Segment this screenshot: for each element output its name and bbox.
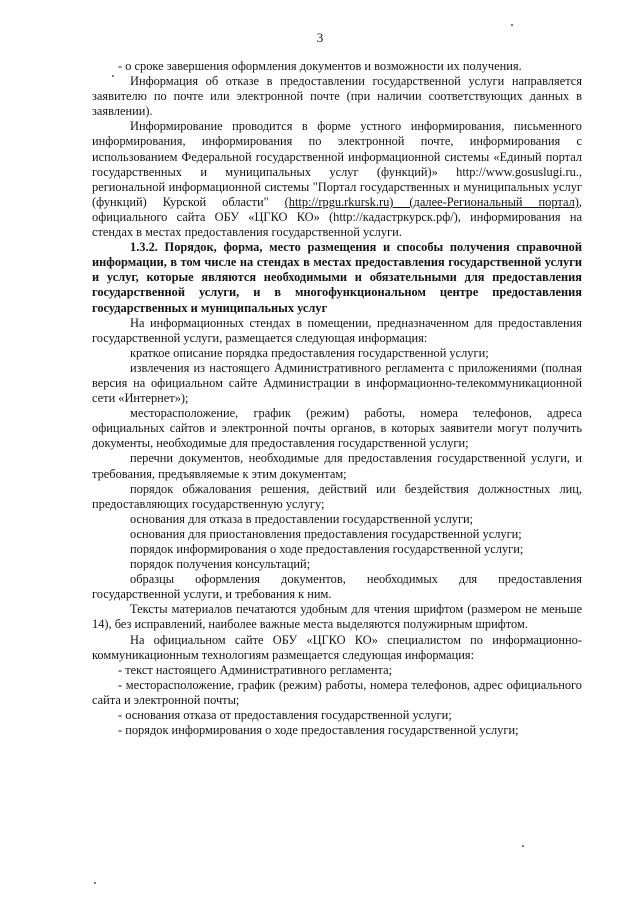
paragraph-informing-forms: Информирование проводится в форме устного информирования, письменного информирования, информирования по электронной почте, информирования с использованием Федеральной государственной информационной системы «Единый портал государственных и муниципальных услуг (функций)» http://www.gosuslugi.ru., региональной информационной системы "Портал государственных и муниципальных услуг (функций) Курской области" (http://rpgu.rkursk.ru) (далее-Региональный портал), официального сайта ОБУ «ЦГКО КО» (http://кадастркурск.рф/), информирования на стендах в местах предоставления государственной услуги.: [92, 119, 582, 240]
list-item-location-contacts: - месторасположение, график (режим) работы, номера телефонов, адрес официального сайта и электронной почты;: [92, 677, 582, 707]
scan-speck: [94, 882, 96, 884]
paragraph-refusal-info: Информация об отказе в предоставлении государственной услуги направляется заявителю по почте или электронной почте (при наличии соответствующих данных в заявлении).: [92, 74, 582, 119]
list-item-regulation-extracts: извлечения из настоящего Административного регламента с приложениями (полная версия на официальном сайте Администрации в информационно-телекоммуникационной сети «Интернет»);: [92, 360, 582, 406]
regional-portal-reference: (http://rpgu.rkursk.ru) (далее-Региональный портал): [284, 194, 579, 209]
section-heading-1-3-2: 1.3.2. Порядок, форма, место размещения и способы получения справочной информации, в том числе на стендах в местах предоставления государственной услуги и услуг, которые являются необходимыми и обязательными для предоставления государственной услуги, и в многофункциональном центре предоставления государственных и муниципальных услуг: [92, 240, 582, 315]
paragraph-stands-intro: На информационных стендах в помещении, предназначенном для предоставления государственной услуги, размещается следующая информация:: [92, 315, 582, 345]
list-item-document-lists: перечни документов, необходимые для предоставления государственной услуги, и требования, предъявляемые к этим документам;: [92, 451, 582, 481]
list-item-progress-informing: порядок информирования о ходе предоставления государственной услуги;: [130, 542, 524, 556]
list-item-consultations: порядок получения консультаций;: [130, 557, 311, 572]
page-number: 3: [316, 30, 324, 45]
list-item-refusal-grounds-site: - основания отказа от предоставления государственной услуги;: [118, 708, 452, 723]
paragraph-font-requirements: Тексты материалов печатаются удобным для чтения шрифтом (размером не меньше 14), без исправлений, наиболее важные места выделяются полужирным шрифтом.: [92, 602, 582, 632]
list-item-suspension-grounds: основания для приостановления предоставления государственной услуги;: [130, 526, 522, 541]
scan-speck: [511, 24, 513, 26]
scan-speck: [522, 845, 524, 847]
list-item-brief-description: краткое описание порядка предоставления государственной услуги;: [130, 345, 489, 360]
list-item-regulation-text: - текст настоящего Административного регламента;: [118, 662, 393, 677]
paragraph-website-info: На официальном сайте ОБУ «ЦГКО КО» специалистом по информационно-коммуникационным технологиям размещается следующая информация:: [92, 632, 582, 662]
document-body: [92, 59, 582, 738]
list-item-location-schedule: месторасположение, график (режим) работы, номера телефонов, адреса официальных сайтов и электронной почты органов, в которых заявители могут получить документы, необходимые для предоставления государственной услуги;: [92, 406, 582, 451]
list-item-appeal-procedure: порядок обжалования решения, действий или бездействия должностных лиц, предоставляющих государственную услугу;: [92, 481, 582, 511]
list-item-refusal-grounds: основания для отказа в предоставлении государственной услуги;: [130, 511, 474, 526]
scan-speck: [112, 75, 114, 77]
paragraph-completion-term: - о сроке завершения оформления документов и возможности их получения.: [118, 59, 522, 73]
list-item-document-samples: образцы оформления документов, необходимых для предоставления государственной услуги, и требования к ним.: [92, 572, 582, 602]
list-item-progress-informing-site: - порядок информирования о ходе предоставления государственной услуги;: [118, 723, 519, 738]
